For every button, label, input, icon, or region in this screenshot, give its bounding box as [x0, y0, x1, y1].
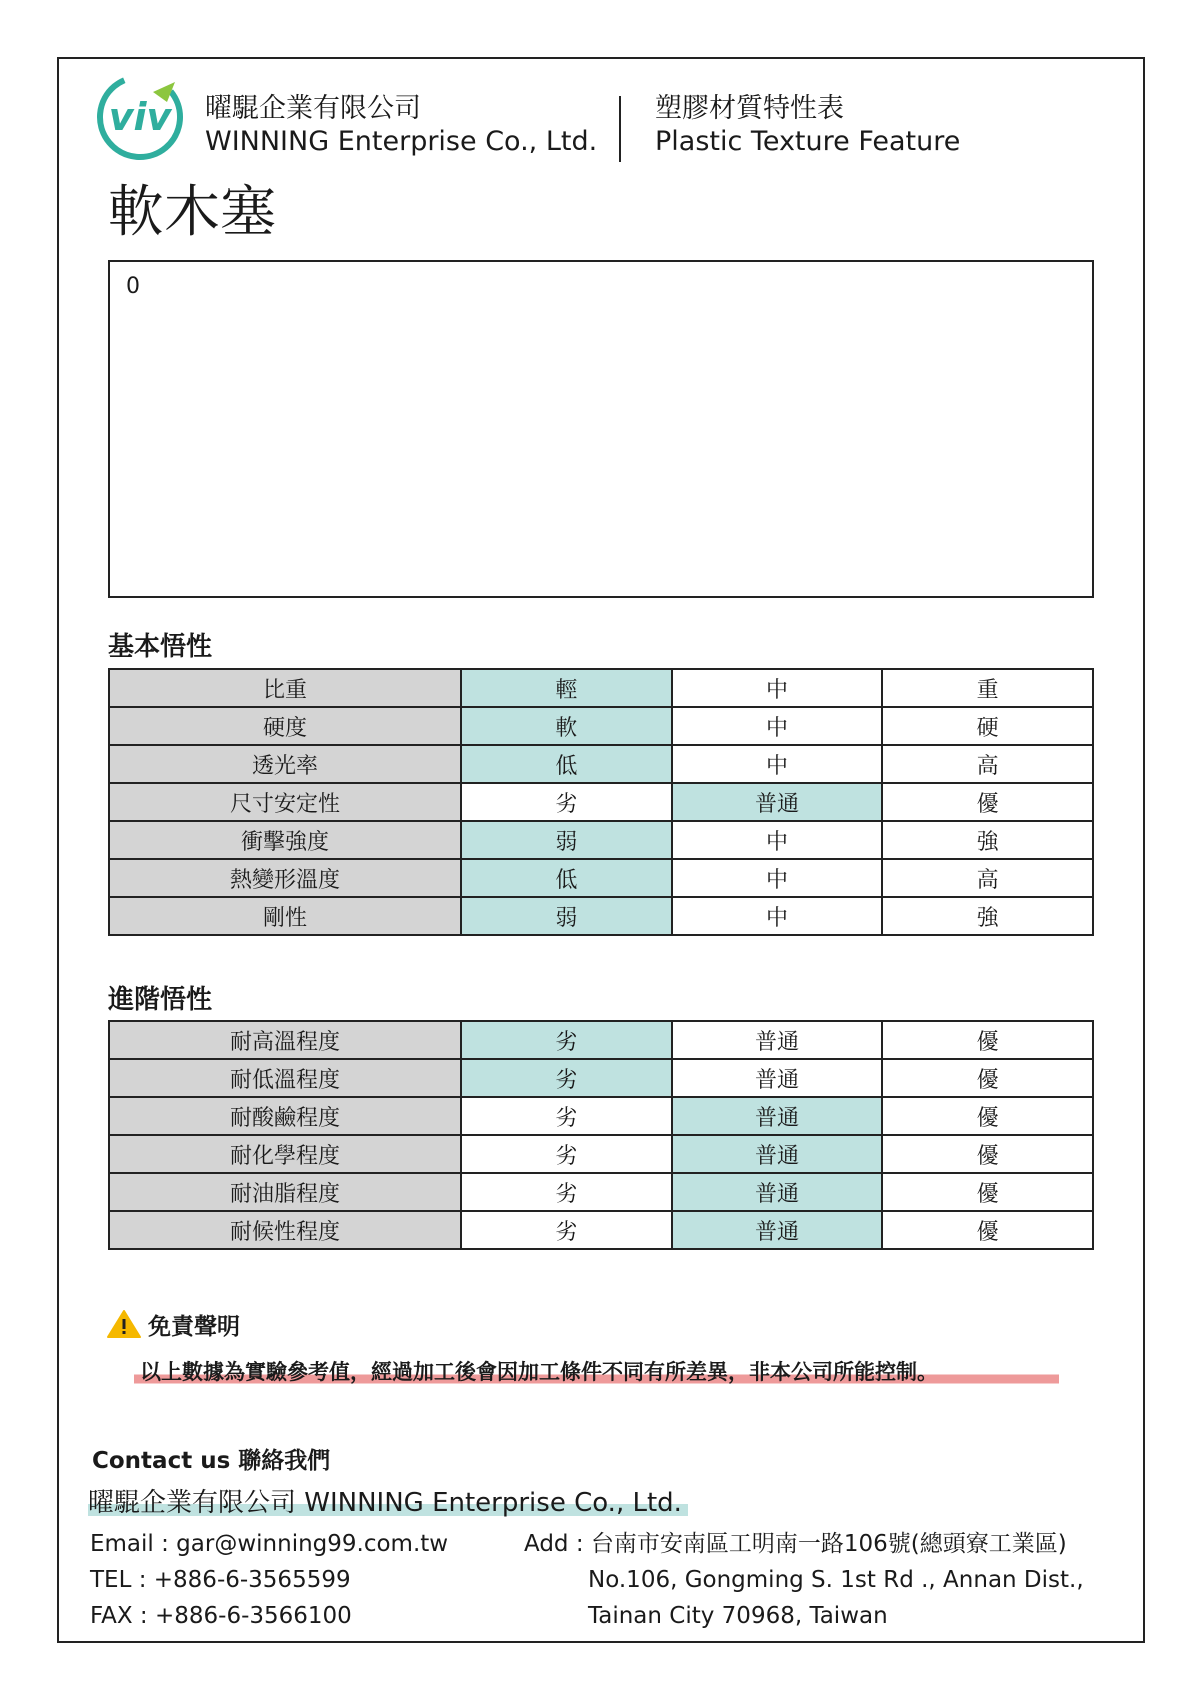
property-level: 普通: [672, 1173, 883, 1211]
contact-details: [90, 1526, 448, 1634]
material-description: 0: [126, 274, 140, 299]
property-row: [109, 745, 1093, 783]
property-level: 輕: [461, 669, 672, 707]
property-level: 優: [882, 1059, 1093, 1097]
property-level: 普通: [672, 1021, 883, 1059]
property-level: 弱: [461, 821, 672, 859]
company-name: [205, 92, 597, 158]
property-level: 優: [882, 1211, 1093, 1249]
property-level: 強: [882, 897, 1093, 935]
basic-properties-table: [108, 668, 1094, 936]
property-label: 耐酸鹼程度: [109, 1097, 461, 1135]
property-level: 弱: [461, 897, 672, 935]
property-level: 中: [672, 707, 883, 745]
property-level: 劣: [461, 1059, 672, 1097]
property-level: 普通: [672, 1135, 883, 1173]
property-level: 高: [882, 859, 1093, 897]
property-level: 普通: [672, 1211, 883, 1249]
property-level: 中: [672, 859, 883, 897]
property-level: 優: [882, 1021, 1093, 1059]
property-row: [109, 669, 1093, 707]
contact-fax: FAX : +886-6-3566100: [90, 1603, 352, 1629]
property-level: 軟: [461, 707, 672, 745]
property-level: 優: [882, 1097, 1093, 1135]
property-label: 硬度: [109, 707, 461, 745]
document-title-zh: 塑膠材質特性表: [655, 93, 844, 124]
contact-email: Email : gar@winning99.com.tw: [90, 1531, 449, 1557]
property-level: 優: [882, 783, 1093, 821]
property-label: 耐化學程度: [109, 1135, 461, 1173]
property-level: 優: [882, 1173, 1093, 1211]
disclaimer-text: 以上數據為實驗參考值，經過加工後會因加工條件不同有所差異，非本公司所能控制。: [134, 1356, 1059, 1386]
property-level: 中: [672, 745, 883, 783]
address-line-2: No.106, Gongming S. 1st Rd ., Annan Dist.,: [588, 1567, 1084, 1593]
property-row: [109, 897, 1093, 935]
property-row: [109, 707, 1093, 745]
address-line-1: Add : 台南市安南區工明南一路106號(總頭寮工業區): [524, 1531, 1067, 1557]
document-title-en: Plastic Texture Feature: [655, 126, 961, 157]
contact-address: [524, 1526, 1084, 1634]
material-name: 軟木塞: [108, 180, 276, 245]
advanced-properties-table: [108, 1020, 1094, 1250]
property-row: [109, 1021, 1093, 1059]
property-level: 中: [672, 669, 883, 707]
property-level: 普通: [672, 1097, 883, 1135]
property-level: 低: [461, 745, 672, 783]
property-label: 耐候性程度: [109, 1211, 461, 1249]
property-level: 劣: [461, 1135, 672, 1173]
property-level: 劣: [461, 1173, 672, 1211]
property-level: 強: [882, 821, 1093, 859]
address-line-3: Tainan City 70968, Taiwan: [588, 1603, 888, 1629]
advanced-properties-title: 進階悟性: [108, 985, 213, 1015]
property-row: [109, 1097, 1093, 1135]
property-level: 普通: [672, 1059, 883, 1097]
property-label: 剛性: [109, 897, 461, 935]
material-description-box: [108, 260, 1094, 598]
property-row: [109, 821, 1093, 859]
property-level: 優: [882, 1135, 1093, 1173]
header-divider: [619, 96, 621, 162]
property-level: 高: [882, 745, 1093, 783]
property-row: [109, 859, 1093, 897]
contact-company: 曜騉企業有限公司 WINNING Enterprise Co., Ltd.: [88, 1482, 688, 1519]
company-name-en: WINNING Enterprise Co., Ltd.: [205, 126, 598, 157]
property-label: 透光率: [109, 745, 461, 783]
property-level: 劣: [461, 1211, 672, 1249]
property-label: 尺寸安定性: [109, 783, 461, 821]
property-label: 耐低溫程度: [109, 1059, 461, 1097]
basic-properties-title: 基本悟性: [108, 632, 213, 662]
company-logo: [95, 72, 185, 162]
property-label: 耐油脂程度: [109, 1173, 461, 1211]
property-level: 低: [461, 859, 672, 897]
property-row: [109, 783, 1093, 821]
property-level: 劣: [461, 1021, 672, 1059]
property-row: [109, 1173, 1093, 1211]
property-level: 普通: [672, 783, 883, 821]
property-row: [109, 1059, 1093, 1097]
company-name-zh: 曜騉企業有限公司: [205, 93, 421, 124]
property-label: 衝擊強度: [109, 821, 461, 859]
document-title: [655, 92, 960, 158]
contact-title: Contact us 聯絡我們: [92, 1448, 331, 1474]
property-label: 熱變形溫度: [109, 859, 461, 897]
property-level: 劣: [461, 783, 672, 821]
property-label: 比重: [109, 669, 461, 707]
property-level: 劣: [461, 1097, 672, 1135]
contact-tel: TEL : +886-6-3565599: [90, 1567, 351, 1593]
warning-icon: [106, 1309, 142, 1339]
property-level: 硬: [882, 707, 1093, 745]
disclaimer-title: 免責聲明: [148, 1314, 240, 1340]
property-level: 重: [882, 669, 1093, 707]
property-row: [109, 1135, 1093, 1173]
svg-text:viv: viv: [108, 95, 172, 139]
property-label: 耐高溫程度: [109, 1021, 461, 1059]
property-level: 中: [672, 821, 883, 859]
property-row: [109, 1211, 1093, 1249]
property-level: 中: [672, 897, 883, 935]
